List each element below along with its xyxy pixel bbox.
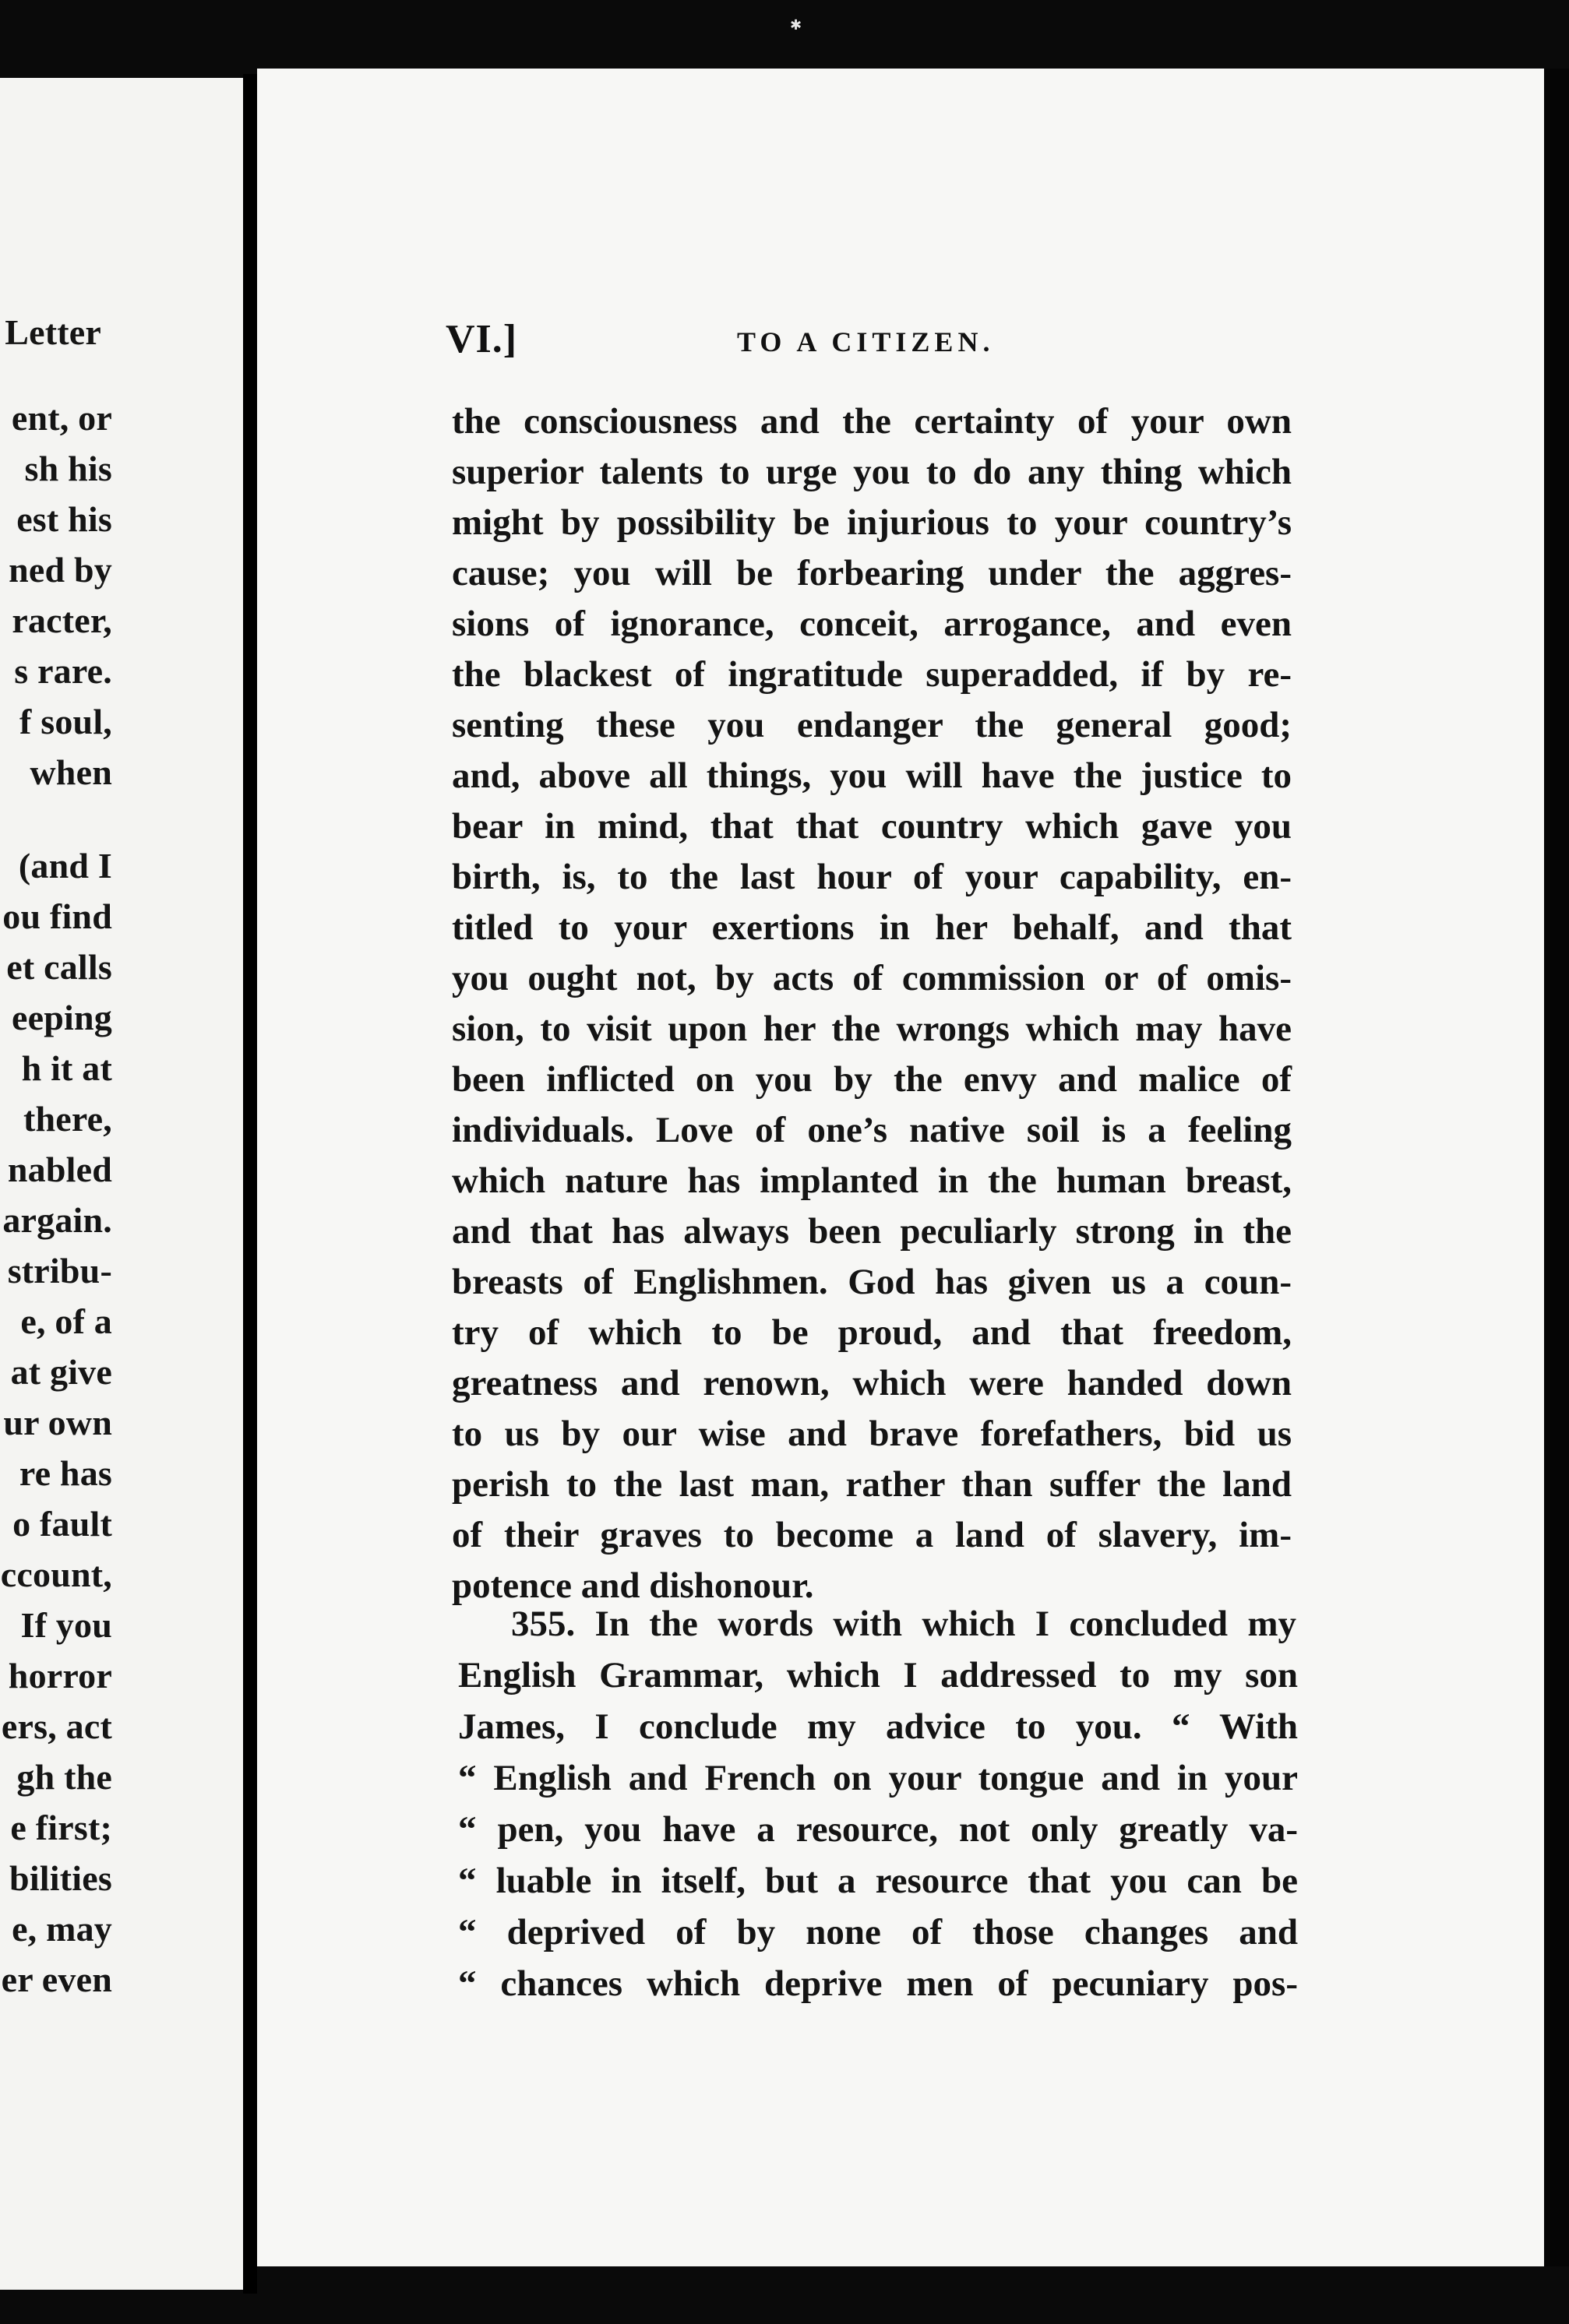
- left-page-line: gh the: [16, 1757, 112, 1797]
- book-gutter: [243, 74, 257, 2294]
- left-page-line: at give: [10, 1352, 112, 1392]
- left-facing-page: [0, 78, 243, 2290]
- text-line: the consciousness and the certainty of your own: [452, 401, 1292, 442]
- left-page-line: s rare.: [14, 651, 112, 691]
- text-line: bear in mind, that that country which gave you: [452, 806, 1292, 847]
- left-page-line: re has: [19, 1453, 112, 1493]
- text-line: the blackest of ingratitude superadded, if by re-: [452, 654, 1292, 695]
- paragraph-355-line: “ pen, you have a resource, not only greatly va-: [458, 1809, 1298, 1850]
- paragraph-355-line: English Grammar, which I addressed to my son: [458, 1655, 1298, 1695]
- paragraph-355-line: “ luable in itself, but a resource that you can be: [458, 1861, 1298, 1901]
- paragraph-355-line: “ English and French on your tongue and in your: [458, 1758, 1298, 1798]
- left-page-line: Letter: [5, 312, 101, 352]
- text-line: to us by our wise and brave forefathers, bid us: [452, 1414, 1292, 1454]
- left-page-line: ccount,: [0, 1555, 112, 1594]
- text-line: which nature has implanted in the human breast,: [452, 1160, 1292, 1201]
- left-page-line: nabled: [7, 1150, 112, 1189]
- text-line: greatness and renown, which were handed down: [452, 1363, 1292, 1403]
- text-line: senting these you endanger the general good;: [452, 705, 1292, 745]
- paragraph-355-line: “ chances which deprive men of pecuniary pos-: [458, 1963, 1298, 2004]
- page-edge-shadow: [1544, 69, 1569, 2266]
- left-page-line: eeping: [12, 998, 112, 1037]
- text-line: you ought not, by acts of commission or of omis-: [452, 958, 1292, 998]
- left-page-line: horror: [8, 1656, 112, 1695]
- left-page-line: ned by: [9, 550, 112, 590]
- left-page-line: racter,: [12, 600, 112, 640]
- left-page-line: e first;: [10, 1808, 112, 1847]
- text-line: birth, is, to the last hour of your capability, en-: [452, 857, 1292, 897]
- left-page-line: ers, act: [1, 1706, 112, 1746]
- text-line: cause; you will be forbearing under the aggres-: [452, 553, 1292, 593]
- text-line: and, above all things, you will have the justice to: [452, 755, 1292, 796]
- text-line: titled to your exertions in her behalf, and that: [452, 907, 1292, 948]
- paragraph-355-line: James, I conclude my advice to you. “ With: [458, 1706, 1298, 1747]
- left-page-line: (and I: [18, 846, 112, 886]
- page-folio: VI.]: [446, 317, 518, 361]
- text-line: try of which to be proud, and that freedom,: [452, 1312, 1292, 1353]
- text-line: individuals. Love of one’s native soil is a feeling: [452, 1110, 1292, 1150]
- text-line: perish to the last man, rather than suffer the land: [452, 1464, 1292, 1505]
- left-page-line: et calls: [6, 947, 112, 987]
- left-page-line: when: [30, 752, 112, 792]
- scan-mark-icon: ✱: [790, 17, 802, 33]
- text-line: breasts of Englishmen. God has given us a coun-: [452, 1262, 1292, 1302]
- running-head: TO A CITIZEN.: [737, 326, 995, 357]
- left-page-line: stribu-: [7, 1251, 112, 1291]
- text-line: and that has always been peculiarly strong in the: [452, 1211, 1292, 1252]
- left-page-line: there,: [23, 1099, 112, 1139]
- text-line: been inflicted on you by the envy and malice of: [452, 1059, 1292, 1100]
- left-page-line: If you: [20, 1605, 112, 1645]
- left-page-line: ou find: [2, 896, 112, 936]
- left-page-line: est his: [16, 499, 112, 539]
- left-page-line: ent, or: [11, 398, 112, 438]
- paragraph-355-line: “ deprived of by none of those changes and: [458, 1912, 1298, 1953]
- left-page-line: f soul,: [19, 702, 112, 741]
- left-page-line: h it at: [21, 1048, 112, 1088]
- text-line: potence and dishonour.: [452, 1565, 814, 1606]
- text-line: sions of ignorance, conceit, arrogance, and even: [452, 604, 1292, 644]
- left-page-line: e, of a: [20, 1301, 112, 1341]
- left-page-line: e, may: [12, 1909, 112, 1949]
- left-page-line: er even: [1, 1960, 112, 1999]
- left-page-line: o fault: [12, 1504, 112, 1544]
- text-line: superior talents to urge you to do any thing which: [452, 452, 1292, 492]
- left-page-line: sh his: [24, 449, 112, 488]
- left-page-line: argain.: [2, 1200, 112, 1240]
- text-line: sion, to visit upon her the wrongs which may have: [452, 1009, 1292, 1049]
- text-line: of their graves to become a land of slavery, im-: [452, 1515, 1292, 1555]
- text-line: might by possibility be injurious to your country’s: [452, 502, 1292, 543]
- paragraph-355-line: 355. In the words with which I concluded my: [511, 1604, 1296, 1644]
- left-page-line: ur own: [3, 1403, 112, 1442]
- left-page-line: bilities: [9, 1858, 112, 1898]
